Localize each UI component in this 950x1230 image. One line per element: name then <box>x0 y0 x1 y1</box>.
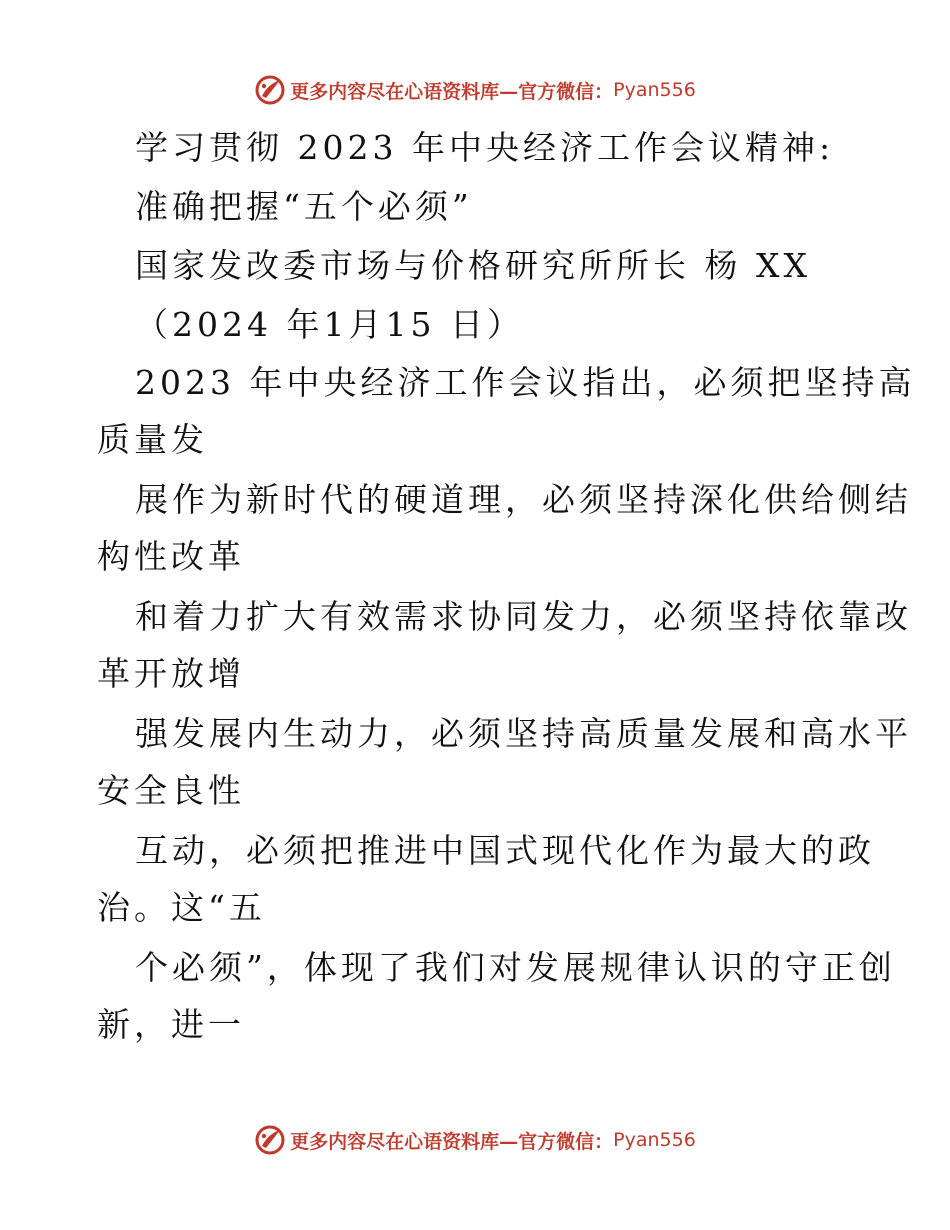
doc-paragraph-line: 安全良性 <box>97 771 245 810</box>
header-banner-contact: Pyan556 <box>613 79 696 101</box>
footer-banner-contact: Pyan556 <box>613 1129 696 1151</box>
doc-paragraph-line: 治。这“五 <box>97 888 266 927</box>
footer-banner-text: 更多内容尽在心语资料库—官方微信： <box>290 1130 614 1153</box>
header-banner-text: 更多内容尽在心语资料库—官方微信： <box>290 80 614 103</box>
doc-paragraph-line: 新，进一 <box>97 1005 245 1044</box>
doc-paragraph-line: 强发展内生动力，必须坚持高质量发展和高水平 <box>135 714 912 753</box>
doc-paragraph-line: 互动，必须把推进中国式现代化作为最大的政 <box>135 831 875 870</box>
doc-paragraph-line: 个必须”，体现了我们对发展规律认识的守正创 <box>135 948 896 987</box>
footer-banner <box>0 1120 950 1160</box>
doc-author: 国家发改委市场与价格研究所所长 杨 XX <box>135 246 811 285</box>
doc-paragraph-line: 和着力扩大有效需求协同发力，必须坚持依靠改 <box>135 597 912 636</box>
doc-paragraph-line: 革开放增 <box>97 654 245 693</box>
doc-paragraph-line: 构性改革 <box>97 537 245 576</box>
header-banner <box>0 70 950 110</box>
logo-icon <box>254 74 286 106</box>
doc-paragraph-line: 2023 年中央经济工作会议指出，必须把坚持高 <box>135 363 916 402</box>
doc-date: （2024 年1月15 日） <box>135 305 524 344</box>
doc-title-line-2: 准确把握“五个必须” <box>135 187 473 226</box>
logo-icon <box>254 1124 286 1156</box>
doc-paragraph-line: 展作为新时代的硬道理，必须坚持深化供给侧结 <box>135 480 912 519</box>
doc-paragraph-line: 质量发 <box>97 420 208 459</box>
doc-title-line-1: 学习贯彻 2023 年中央经济工作会议精神: <box>135 128 835 167</box>
